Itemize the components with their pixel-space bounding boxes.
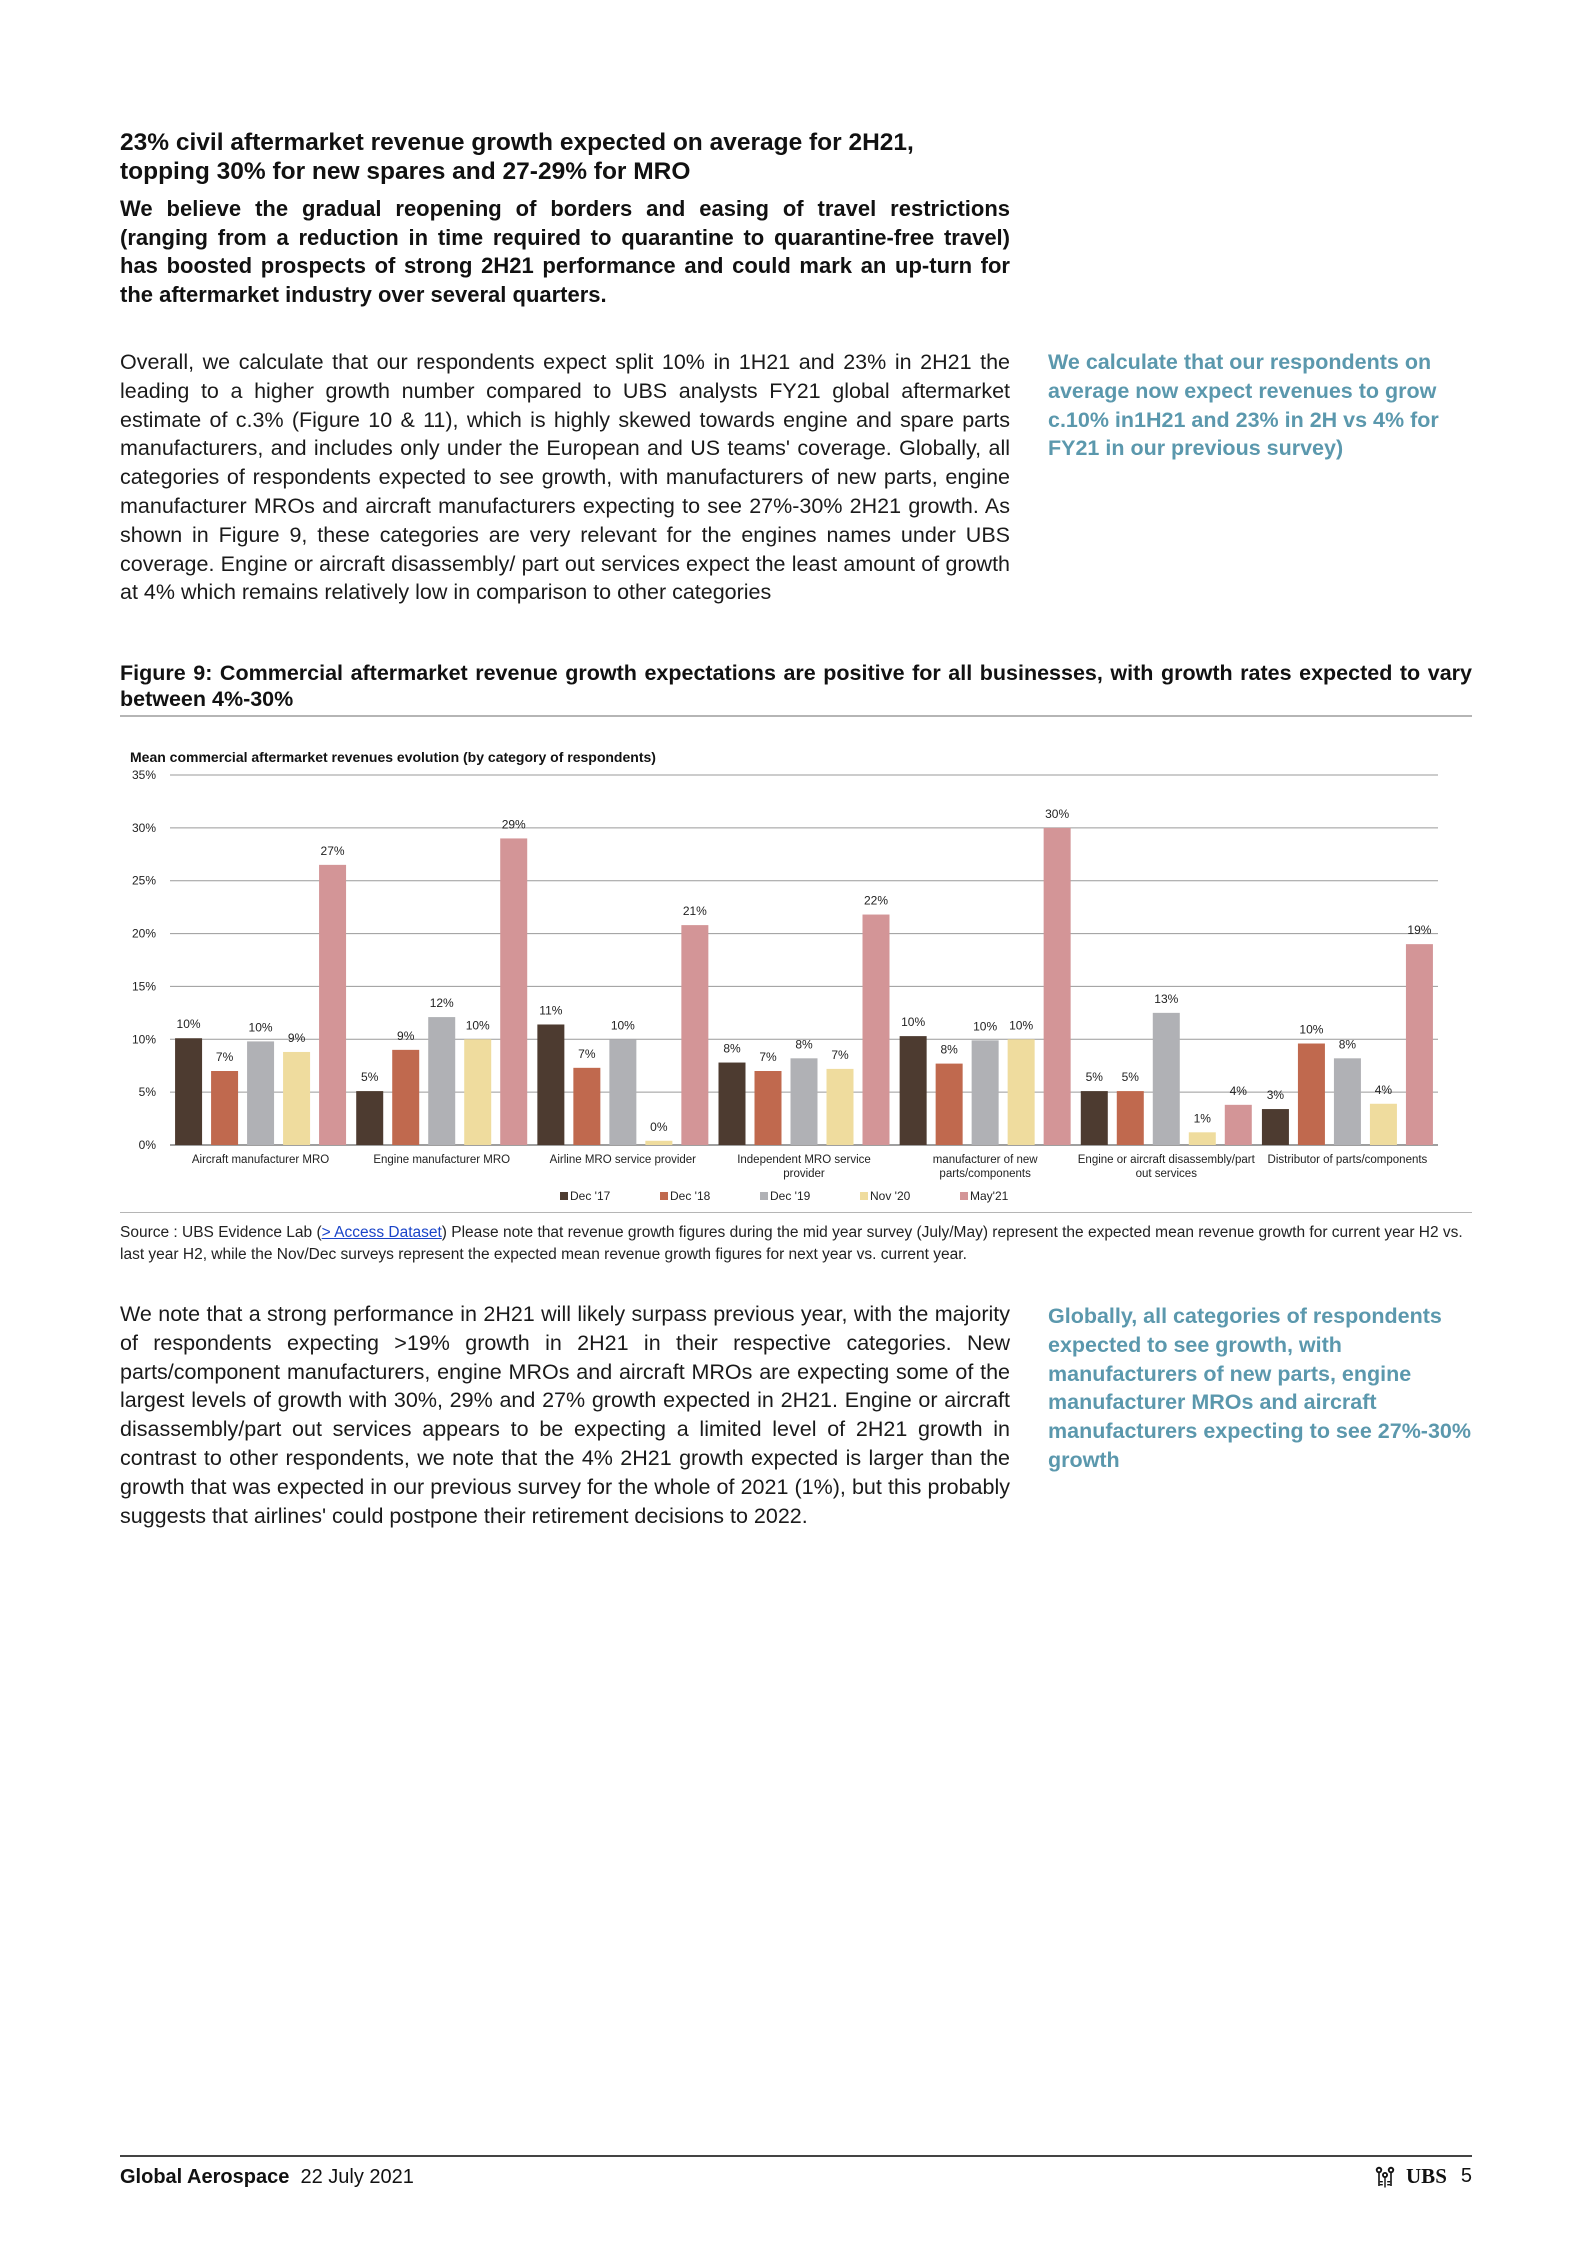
page-number: 5 xyxy=(1460,2165,1472,2187)
data-label: 12% xyxy=(429,996,454,1011)
data-label: 19% xyxy=(1407,923,1432,938)
data-label: 8% xyxy=(940,1042,958,1057)
legend-swatch xyxy=(960,1192,968,1200)
bar xyxy=(1298,1044,1325,1145)
data-label: 9% xyxy=(397,1028,415,1043)
data-label: 10% xyxy=(1299,1022,1324,1037)
data-label: 10% xyxy=(176,1017,201,1032)
data-label: 10% xyxy=(248,1020,273,1035)
data-label: 10% xyxy=(465,1018,490,1033)
data-label: 29% xyxy=(501,817,526,832)
data-label: 8% xyxy=(795,1037,813,1052)
footer-brand-name: UBS xyxy=(1406,2164,1447,2188)
section-heading-line-2: topping 30% for new spares and 27-29% for MRO xyxy=(120,158,691,185)
chart-y-axis xyxy=(132,768,156,1152)
x-category-label: provider xyxy=(783,1168,825,1180)
bar xyxy=(755,1071,782,1145)
data-label: 10% xyxy=(610,1018,635,1033)
data-label: 5% xyxy=(1085,1070,1103,1085)
x-category-label: Distributor of parts/components xyxy=(1267,1154,1428,1166)
bar xyxy=(972,1040,999,1145)
bar xyxy=(1334,1058,1361,1145)
data-label: 10% xyxy=(1009,1018,1034,1033)
bar xyxy=(392,1050,419,1145)
legend-label: May'21 xyxy=(970,1189,1009,1203)
body-paragraph-1: Overall, we calculate that our respondents expect split 10% in 1H21 and 23% in 2H21 the leading to a higher growth number compared to UBS analysts FY21 global aftermarket estimate of c.3% (Figure 10 & 11), which is highly skewed towards engine and spare parts manufacturers, and includes only under the European and US teams' coverage. Globally, all categories of respondents expected to see growth, with manufacturers of new parts, engine manufacturer MROs and aircraft manufacturers expecting to see 27%-30% 2H21 growth. As shown in Figure 9, these categories are very relevant for the engines names under UBS coverage. Engine or aircraft disassembly/ part out services expect the least amount of growth at 4% which remains relatively low in comparison to other categories xyxy=(120,350,1010,605)
bar xyxy=(500,838,527,1145)
figure-bottom-divider xyxy=(120,1212,1472,1213)
legend-label: Dec '18 xyxy=(670,1189,711,1203)
bar xyxy=(1008,1039,1035,1145)
section-heading xyxy=(120,128,1010,186)
y-tick-label: 35% xyxy=(131,768,156,782)
y-tick-label: 10% xyxy=(131,1032,156,1047)
data-label: 22% xyxy=(863,893,889,908)
legend-swatch xyxy=(860,1192,868,1200)
y-tick-label: 30% xyxy=(131,820,156,835)
data-label: 5% xyxy=(1121,1070,1139,1085)
ubs-keys-logo-icon xyxy=(1370,2165,1400,2189)
legend-swatch xyxy=(760,1192,768,1200)
data-label: 7% xyxy=(578,1046,596,1061)
figure-source xyxy=(120,1222,1472,1266)
y-tick-label: 20% xyxy=(131,926,156,941)
data-label: 7% xyxy=(215,1050,234,1064)
legend-swatch xyxy=(560,1192,568,1200)
data-label: 10% xyxy=(901,1015,926,1030)
data-label: 8% xyxy=(723,1041,741,1056)
data-label: 3% xyxy=(1266,1088,1285,1103)
y-tick-label: 0% xyxy=(138,1138,156,1152)
data-label: 9% xyxy=(287,1030,306,1045)
bar xyxy=(175,1038,202,1145)
bar xyxy=(247,1041,274,1145)
bar xyxy=(863,915,890,1145)
bar xyxy=(827,1069,854,1145)
bar xyxy=(645,1141,672,1145)
bar xyxy=(211,1071,238,1145)
data-label: 27% xyxy=(320,843,345,858)
data-label: 4% xyxy=(1229,1083,1247,1098)
bar xyxy=(1153,1013,1180,1145)
data-label: 5% xyxy=(361,1070,379,1085)
bar xyxy=(1406,944,1433,1145)
data-label: 0% xyxy=(650,1119,668,1134)
x-category-label: Aircraft manufacturer MRO xyxy=(191,1154,330,1166)
bar xyxy=(719,1063,746,1145)
data-label: 8% xyxy=(1338,1037,1357,1052)
lead-paragraph: We believe the gradual reopening of borders and easing of travel restrictions (ranging from a reduction in time required to quarantine to quarantine-free travel) has boosted prospects of strong 2H21 performance and could mark an up-turn for the aftermarket industry over several quarters. xyxy=(120,196,1010,307)
bar xyxy=(356,1091,383,1145)
figure-divider xyxy=(120,715,1472,717)
bar xyxy=(1225,1105,1252,1145)
data-label: 1% xyxy=(1193,1111,1211,1126)
footer-date: 22 July 2021 xyxy=(300,2166,414,2188)
x-category-label: Engine manufacturer MRO xyxy=(373,1154,511,1166)
data-label: 7% xyxy=(831,1047,849,1062)
bar-chart-svg xyxy=(120,740,1472,1210)
bar xyxy=(936,1064,963,1145)
x-category-label: Independent MRO service xyxy=(737,1154,871,1166)
chart-x-axis xyxy=(192,1154,1428,1180)
source-note: ) Please note that revenue growth figures during the mid year survey (July/May) represent the expected mean revenue growth for current year H2 vs. last year H2, while the Nov/Dec surveys represent the expected mean revenue growth figures for next year vs. current year. xyxy=(120,1224,1463,1263)
bar xyxy=(609,1039,636,1145)
legend-label: Dec '17 xyxy=(570,1189,611,1203)
data-label: 7% xyxy=(759,1050,777,1064)
access-dataset-link[interactable]: > Access Dataset xyxy=(321,1224,442,1241)
legend-swatch xyxy=(660,1192,668,1200)
bar xyxy=(537,1024,564,1145)
bar xyxy=(681,925,708,1145)
data-label: 10% xyxy=(973,1019,998,1034)
x-category-label: parts/components xyxy=(939,1168,1031,1180)
bar xyxy=(1081,1091,1108,1145)
bar xyxy=(319,865,346,1145)
sidebar-callout-1: We calculate that our respondents on average now expect revenues to grow c.10% in1H21 and 23% in 2H vs 4% for FY21 in our previous survey) xyxy=(1048,350,1439,461)
x-category-label: Airline MRO service provider xyxy=(549,1154,697,1166)
sidebar-callout-2: Globally, all categories of respondents expected to see growth, with manufacturers of new parts, engine manufacturer MROs and aircraft manufacturers expecting to see 27%-30% growth xyxy=(1048,1304,1471,1472)
data-label: 13% xyxy=(1154,991,1179,1006)
bar xyxy=(1370,1104,1397,1145)
x-category-label: manufacturer of new xyxy=(932,1154,1038,1166)
bar xyxy=(1189,1132,1216,1145)
figure-title: Figure 9: Commercial aftermarket revenue growth expectations are positive for all businesses, with growth rates expected to vary between 4%-30% xyxy=(120,661,1472,711)
y-tick-label: 5% xyxy=(138,1085,156,1100)
bar xyxy=(1117,1091,1144,1145)
legend-label: Dec '19 xyxy=(770,1189,811,1203)
bar xyxy=(900,1036,927,1145)
chart-title: Mean commercial aftermarket revenues evolution (by category of respondents) xyxy=(130,749,656,765)
bar xyxy=(1262,1109,1289,1145)
bar xyxy=(283,1052,310,1145)
chart-legend xyxy=(560,1189,1009,1203)
footer-brand xyxy=(1370,2164,1472,2189)
data-label: 21% xyxy=(682,904,707,919)
footer-divider xyxy=(120,2155,1472,2157)
footer-title: Global Aerospace xyxy=(120,2166,290,2188)
source-prefix: Source : UBS Evidence Lab ( xyxy=(120,1224,322,1241)
bar xyxy=(1044,828,1071,1145)
x-category-label: out services xyxy=(1135,1168,1197,1180)
data-label: 30% xyxy=(1045,806,1070,821)
footer-publication xyxy=(120,2166,414,2189)
bar-chart xyxy=(120,740,1472,1210)
data-label: 4% xyxy=(1374,1082,1393,1097)
data-label: 11% xyxy=(539,1003,563,1018)
bar xyxy=(464,1039,491,1145)
bar xyxy=(428,1017,455,1145)
y-tick-label: 15% xyxy=(131,979,156,994)
y-tick-label: 25% xyxy=(131,873,156,888)
bar xyxy=(573,1068,600,1145)
legend-label: Nov '20 xyxy=(870,1189,911,1203)
body-paragraph-2: We note that a strong performance in 2H21 will likely surpass previous year, with the majority of respondents expecting >19% growth in 2H21 in their respective categories. New parts/component manufacturers, engine MROs and aircraft MROs are expecting some of the largest levels of growth with 30%, 29% and 27% growth expected in 2H21. Engine or aircraft disassembly/part out services appears to be expecting a limited level of 2H21 growth in contrast to other respondents, we note that the 4% 2H21 growth expected is larger than the growth that was expected in our previous survey for the whole of 2021 (1%), but this probably suggests that airlines' could postpone their retirement decisions to 2022. xyxy=(120,1302,1010,1528)
bar xyxy=(791,1058,818,1145)
x-category-label: Engine or aircraft disassembly/part xyxy=(1077,1154,1255,1166)
section-heading-line-1: 23% civil aftermarket revenue growth expected on average for 2H21, xyxy=(120,129,914,156)
